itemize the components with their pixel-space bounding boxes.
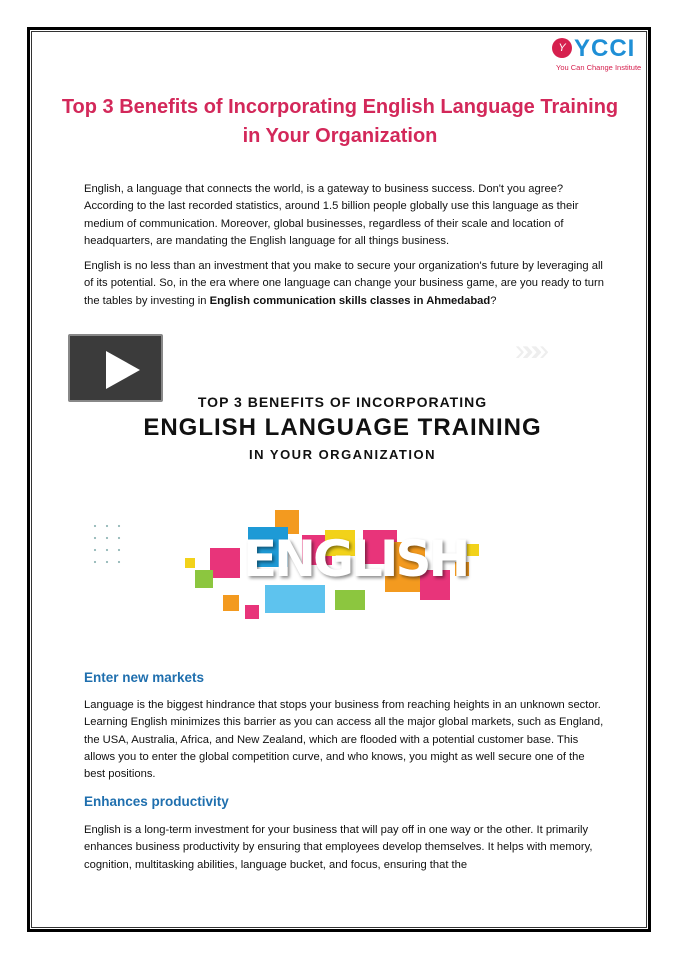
intro-paragraph-1: English, a language that connects the world, is a gateway to business success. Don't you agree? According to the last recorded statistics, around 1.5 billion people globally use this language as their medium of communication. Moreover, global businesses, regardless of their scale and location of headquarters, are mandating the English language for all things business.: [84, 183, 579, 247]
section-heading-enter-new-markets: Enter new markets: [84, 670, 205, 685]
page-title: Top 3 Benefits of Incorporating English Language Training in Your Organization: [61, 96, 619, 147]
logo-tagline: You Can Change Institute: [556, 63, 642, 72]
dots-decoration: [89, 520, 129, 570]
ycci-logo: [552, 36, 644, 76]
play-button[interactable]: [68, 334, 163, 402]
banner-line-3: IN YOUR ORGANIZATION: [249, 447, 436, 462]
section-body-enter-new-markets: Language is the biggest hindrance that stops your business from reaching heights in an unknown sector. Learning English minimizes this barrier as you can access all the major global markets, such as England, the USA, Australia, Africa, and New Zealand, which are flooded with a potential customer base. This allows you to enter the global competition curve, and who knows, you might as well secure one of the best positions.: [84, 699, 604, 781]
intro-bold-link-text: English communication skills classes in Ahmedabad: [209, 294, 491, 307]
english-word-graphic: ENGLISH: [243, 530, 468, 588]
banner-line-1: TOP 3 BENEFITS OF INCORPORATING: [197, 394, 488, 410]
section-body-enhances-productivity: English is a long-term investment for your business that will pay off in one way or the other. It primarily enhances business productivity by ensuring that employees develop themselves. It helps with memory, cognition, multitasking abilities, language bucket, and focus, ensuring that the: [84, 824, 593, 871]
intro-end: ?: [490, 294, 497, 307]
logo-emblem-icon: Y: [552, 38, 572, 58]
banner-image: [65, 330, 620, 622]
chevrons-decoration-icon: »»»: [515, 334, 542, 367]
play-icon: [106, 351, 140, 389]
section-heading-enhances-productivity: Enhances productivity: [84, 794, 229, 809]
intro-paragraph-2: [84, 258, 604, 310]
banner-line-2: ENGLISH LANGUAGE TRAINING: [143, 414, 542, 441]
logo-name: YCCI: [574, 35, 636, 62]
intro-text: English is no less than an investment that you make to secure your organization's future by leveraging all of its potential. So, in the era where one language can change your business game, are you ready to turn the tables by investing in: [84, 260, 604, 307]
